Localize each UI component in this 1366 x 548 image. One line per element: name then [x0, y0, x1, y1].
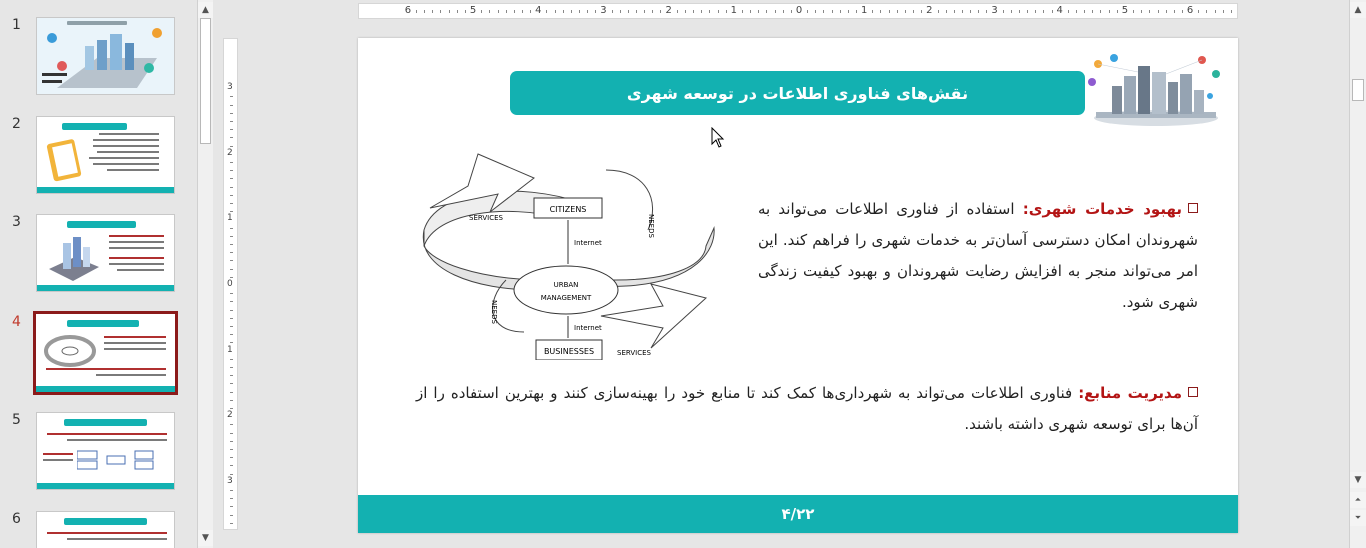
ruler-tick — [1206, 10, 1207, 13]
ruler-tick — [897, 10, 898, 13]
ruler-tick — [742, 10, 743, 13]
ruler-tick — [815, 10, 816, 13]
ruler-tick — [230, 424, 233, 425]
thumb-line — [47, 532, 167, 534]
ruler-tick — [1100, 10, 1101, 13]
ruler-label: 2 — [227, 410, 233, 421]
ruler-tick — [230, 310, 233, 311]
thumb-footer — [37, 187, 174, 193]
ruler-tick — [230, 326, 233, 327]
ruler-tick — [230, 515, 233, 516]
thumb-line — [109, 241, 164, 243]
ruler-label: 5 — [1121, 5, 1129, 16]
ruler-tick — [636, 10, 637, 13]
thumb-line — [107, 169, 159, 171]
ruler-tick — [230, 433, 233, 434]
ruler-tick — [766, 10, 767, 13]
ruler-label: 1 — [860, 5, 868, 16]
ruler-tick — [449, 10, 450, 13]
paragraph-urban-services[interactable] — [758, 194, 1198, 318]
ruler-tick — [1092, 10, 1093, 13]
ruler-tick — [1149, 10, 1150, 13]
slide-canvas — [358, 38, 1238, 533]
ruler-tick — [1141, 10, 1142, 13]
thumb-line — [109, 235, 164, 237]
ruler-tick — [848, 10, 849, 13]
ruler-tick — [230, 137, 233, 138]
square-bullet-icon — [1188, 387, 1198, 397]
diagram-label-needs-top: NEEDS — [647, 214, 655, 238]
ruler-tick — [612, 10, 613, 13]
ruler-tick — [489, 10, 490, 13]
thumbnail-row-3[interactable] — [0, 214, 196, 296]
ruler-tick — [230, 474, 233, 475]
ruler-tick — [230, 523, 233, 524]
ruler-tick — [230, 301, 233, 302]
ruler-label: 3 — [600, 5, 607, 16]
ruler-tick — [230, 498, 233, 499]
ruler-tick — [921, 10, 922, 13]
next-slide-button[interactable]: ⏷ — [1350, 510, 1366, 526]
thumb-footer — [37, 285, 174, 291]
ruler-tick — [832, 10, 833, 13]
ruler-tick — [230, 203, 233, 204]
thumb-line — [89, 157, 159, 159]
editor-scrollbar[interactable] — [1349, 0, 1366, 548]
ruler-tick — [230, 236, 233, 237]
thumbnail-number: 3 — [12, 214, 21, 230]
thumb-line — [93, 145, 159, 147]
thumb-line — [43, 453, 73, 455]
ruler-tick — [978, 10, 979, 13]
slide-thumbnail-1[interactable] — [36, 17, 175, 95]
paragraph-text: فناوری اطلاعات می‌تواند به شهرداری‌ها کمک کند تا منابع خود را بهینه‌سازی کنند و بهترین استفاده را از آن‌ها برای توسعه شهری داشته باشند. — [416, 384, 1198, 433]
thumb-line — [109, 247, 164, 249]
ruler-tick — [1231, 10, 1232, 13]
slide-thumbnail-3[interactable] — [36, 214, 175, 292]
paragraph-heading: مدیریت منابع: — [1078, 384, 1182, 402]
ruler-label: 2 — [665, 5, 672, 16]
mouse-pointer-icon — [711, 127, 725, 149]
slide-editor — [218, 0, 1348, 548]
diagram-label-urban: URBAN — [553, 281, 579, 289]
ruler-tick — [660, 10, 661, 13]
ruler-tick — [856, 10, 857, 13]
thumb-line — [109, 263, 164, 265]
ruler-tick — [230, 252, 233, 253]
ruler-tick — [230, 195, 233, 196]
ruler-label: 1 — [730, 5, 737, 16]
ruler-tick — [230, 465, 233, 466]
ruler-tick — [1174, 10, 1175, 13]
ruler-tick — [230, 96, 233, 97]
thumb-title-bar — [62, 123, 128, 130]
ruler-tick — [1133, 10, 1134, 13]
ruler-tick — [644, 10, 645, 13]
thumb-footer — [36, 386, 175, 392]
ruler-tick — [230, 146, 233, 147]
ruler-tick — [1027, 10, 1028, 13]
ruler-tick — [230, 457, 233, 458]
thumb-line — [93, 163, 159, 165]
ruler-tick — [889, 10, 890, 13]
thumb-line — [43, 459, 73, 461]
ruler-tick — [230, 490, 233, 491]
ruler-tick — [726, 10, 727, 13]
thumbnail-number: 6 — [12, 511, 21, 527]
ruler-tick — [230, 129, 233, 130]
thumb-title-bar — [64, 518, 146, 525]
ruler-tick — [620, 10, 621, 13]
thumbnail-row-6[interactable] — [0, 511, 196, 548]
ruler-tick — [230, 392, 233, 393]
thumbnail-row-2[interactable] — [0, 116, 196, 198]
ruler-tick — [563, 10, 564, 13]
ruler-tick — [230, 408, 233, 409]
slide-thumbnail-6[interactable] — [36, 511, 175, 548]
ruler-tick — [1035, 10, 1036, 13]
ruler-label: 5 — [469, 5, 477, 16]
thumbnail-number: 5 — [12, 412, 21, 428]
ruler-tick — [709, 10, 710, 13]
ruler-label: 0 — [795, 5, 803, 16]
ruler-tick — [1003, 10, 1004, 13]
ruler-tick — [416, 10, 417, 13]
ruler-tick — [506, 10, 507, 13]
ruler-label: 6 — [404, 5, 412, 16]
thumb-footer — [37, 483, 174, 489]
ruler-tick — [1182, 10, 1183, 13]
scroll-up-button[interactable]: ▲ — [198, 2, 213, 18]
ruler-tick — [1076, 10, 1077, 13]
thumbnail-number: 2 — [12, 116, 21, 132]
paragraph-text: استفاده از فناوری اطلاعات می‌تواند به شهروندان امکان دسترسی آسان‌تر به خدمات شهری را فراهم کند. این امر می‌تواند منجر به افزایش رضایت شهروندان و بهبود کیفیت زندگی شهری شود. — [758, 200, 1198, 311]
ruler-label: 4 — [535, 5, 542, 16]
ruler-label: 4 — [1056, 5, 1063, 16]
square-bullet-icon — [1188, 203, 1198, 213]
ruler-label: 2 — [926, 5, 933, 16]
ruler-label: 3 — [227, 82, 233, 93]
thumb-line — [104, 336, 166, 338]
thumb-line — [46, 368, 166, 370]
ruler-tick — [230, 375, 233, 376]
ruler-tick — [783, 10, 784, 13]
ruler-tick — [555, 10, 556, 13]
ruler-tick — [481, 10, 482, 13]
thumb-title-bar — [64, 419, 146, 426]
ruler-tick — [946, 10, 947, 13]
thumb-line — [67, 538, 167, 540]
paragraph-heading: بهبود خدمات شهری: — [1022, 200, 1182, 218]
ruler-tick — [1011, 10, 1012, 13]
thumb-line — [96, 374, 166, 376]
ruler-tick — [230, 441, 233, 442]
ruler-tick — [230, 400, 233, 401]
urban-management-cycle-diagram — [416, 150, 721, 360]
ruler-tick — [230, 228, 233, 229]
slide-thumbnail-4[interactable] — [33, 311, 178, 395]
thumbnail-number: 1 — [12, 17, 21, 33]
ruler-tick — [840, 10, 841, 13]
ruler-tick — [230, 277, 233, 278]
ruler-tick — [938, 10, 939, 13]
flow-diagram-thumb — [77, 449, 172, 471]
ruler-tick — [530, 10, 531, 13]
ruler-tick — [880, 10, 881, 13]
ruler-tick — [432, 10, 433, 13]
ruler-tick — [230, 269, 233, 270]
ruler-tick — [1068, 10, 1069, 13]
ruler-tick — [677, 10, 678, 13]
ruler-label: 6 — [1186, 5, 1194, 16]
diagram-label-businesses: BUSINESSES — [543, 347, 595, 356]
thumb-line — [93, 139, 159, 141]
ruler-tick — [571, 10, 572, 13]
thumbnail-number: 4 — [12, 314, 21, 330]
ruler-tick — [872, 10, 873, 13]
ruler-tick — [791, 10, 792, 13]
ruler-tick — [1158, 10, 1159, 13]
ruler-tick — [701, 10, 702, 13]
slide-thumbnail-5[interactable] — [36, 412, 175, 490]
ruler-tick — [758, 10, 759, 13]
ruler-tick — [230, 260, 233, 261]
ruler-tick — [230, 211, 233, 212]
diagram-label-needs-bottom: NEEDS — [490, 300, 498, 324]
diagram-label-services-top: SERVICES — [469, 214, 503, 222]
ruler-tick — [498, 10, 499, 13]
ruler-tick — [718, 10, 719, 13]
ruler-tick — [913, 10, 914, 13]
ruler-tick — [807, 10, 808, 13]
ruler-tick — [595, 10, 596, 13]
ruler-tick — [230, 334, 233, 335]
ruler-label: 3 — [227, 475, 233, 486]
ruler-tick — [970, 10, 971, 13]
ruler-tick — [546, 10, 547, 13]
ruler-tick — [230, 113, 233, 114]
slide-footer — [358, 495, 1238, 533]
thumb-title-bar — [67, 221, 136, 228]
paragraph-resource-management[interactable] — [416, 378, 1198, 440]
slide-number: ۴/۲۲ — [781, 505, 815, 523]
smart-city-icon — [45, 233, 103, 285]
ruler-tick — [230, 187, 233, 188]
ruler-tick — [775, 10, 776, 13]
ruler-tick — [424, 10, 425, 13]
ruler-tick — [230, 162, 233, 163]
ruler-tick — [514, 10, 515, 13]
ruler-tick — [230, 506, 233, 507]
diagram-label-internet-top: Internet — [574, 239, 602, 247]
ruler-tick — [522, 10, 523, 13]
scroll-thumb[interactable] — [1352, 79, 1364, 101]
diagram-label-management: MANAGEMENT — [540, 294, 592, 302]
ruler-tick — [230, 383, 233, 384]
ruler-tick — [230, 293, 233, 294]
thumb-line — [67, 439, 167, 441]
ruler-tick — [230, 244, 233, 245]
ruler-tick — [1052, 10, 1053, 13]
scroll-up-button[interactable]: ▲ — [1350, 2, 1366, 18]
ruler-tick — [230, 121, 233, 122]
scroll-down-button[interactable]: ▼ — [198, 530, 213, 546]
slide-title[interactable]: نقش‌های فناوری اطلاعات در توسعه شهری — [510, 71, 1085, 115]
ruler-tick — [962, 10, 963, 13]
ruler-label: 2 — [227, 147, 233, 158]
thumb-title-bar — [67, 320, 139, 327]
ruler-tick — [230, 367, 233, 368]
ruler-tick — [1215, 10, 1216, 13]
smart-city-illustration — [1084, 52, 1224, 130]
thumbnail-row-1[interactable] — [0, 17, 196, 99]
clipboard-icon — [45, 135, 85, 185]
ruler-tick — [750, 10, 751, 13]
ruler-tick — [230, 105, 233, 106]
ruler-tick — [1019, 10, 1020, 13]
ruler-tick — [693, 10, 694, 13]
ruler-tick — [579, 10, 580, 13]
previous-slide-button[interactable]: ⏶ — [1350, 492, 1366, 508]
ruler-label: 0 — [227, 279, 233, 289]
ruler-tick — [905, 10, 906, 13]
horizontal-ruler — [358, 3, 1238, 19]
thumb-line — [109, 257, 164, 259]
thumbnail-scrollbar[interactable] — [197, 0, 213, 548]
ruler-tick — [1117, 10, 1118, 13]
ruler-tick — [685, 10, 686, 13]
ruler-tick — [230, 170, 233, 171]
ruler-tick — [1043, 10, 1044, 13]
ruler-tick — [823, 10, 824, 13]
thumb-line — [99, 133, 159, 135]
ruler-tick — [1198, 10, 1199, 13]
ruler-tick — [628, 10, 629, 13]
ruler-tick — [1166, 10, 1167, 13]
ruler-tick — [652, 10, 653, 13]
thumb-line — [104, 342, 166, 344]
diagram-label-services-bottom: SERVICES — [617, 349, 651, 357]
scroll-thumb[interactable] — [200, 18, 211, 144]
thumbnail-row-4[interactable] — [0, 314, 196, 396]
slide-thumbnail-pane — [0, 0, 216, 548]
diagram-label-citizens: CITIZENS — [549, 205, 587, 214]
cycle-diagram-thumb — [42, 330, 100, 372]
thumb-line — [104, 348, 166, 350]
vertical-ruler — [223, 38, 238, 530]
thumb-line — [117, 269, 164, 271]
ruler-tick — [230, 318, 233, 319]
slide-thumbnail-2[interactable] — [36, 116, 175, 194]
ruler-tick — [465, 10, 466, 13]
ruler-tick — [1084, 10, 1085, 13]
ruler-tick — [230, 178, 233, 179]
ruler-tick — [1109, 10, 1110, 13]
ruler-tick — [457, 10, 458, 13]
ruler-label: 3 — [991, 5, 998, 16]
ruler-tick — [230, 449, 233, 450]
city-illustration-thumb — [37, 18, 175, 95]
thumb-line — [97, 151, 159, 153]
ruler-label: 1 — [227, 344, 233, 355]
ruler-tick — [986, 10, 987, 13]
ruler-tick — [1223, 10, 1224, 13]
ruler-label: 1 — [227, 213, 233, 224]
ruler-tick — [587, 10, 588, 13]
diagram-label-internet-bottom: Internet — [574, 324, 602, 332]
thumb-line — [47, 433, 167, 435]
scroll-down-button[interactable]: ▼ — [1350, 472, 1366, 488]
ruler-tick — [954, 10, 955, 13]
ruler-tick — [440, 10, 441, 13]
ruler-tick — [230, 359, 233, 360]
ruler-tick — [230, 342, 233, 343]
thumbnail-row-5[interactable] — [0, 412, 196, 494]
